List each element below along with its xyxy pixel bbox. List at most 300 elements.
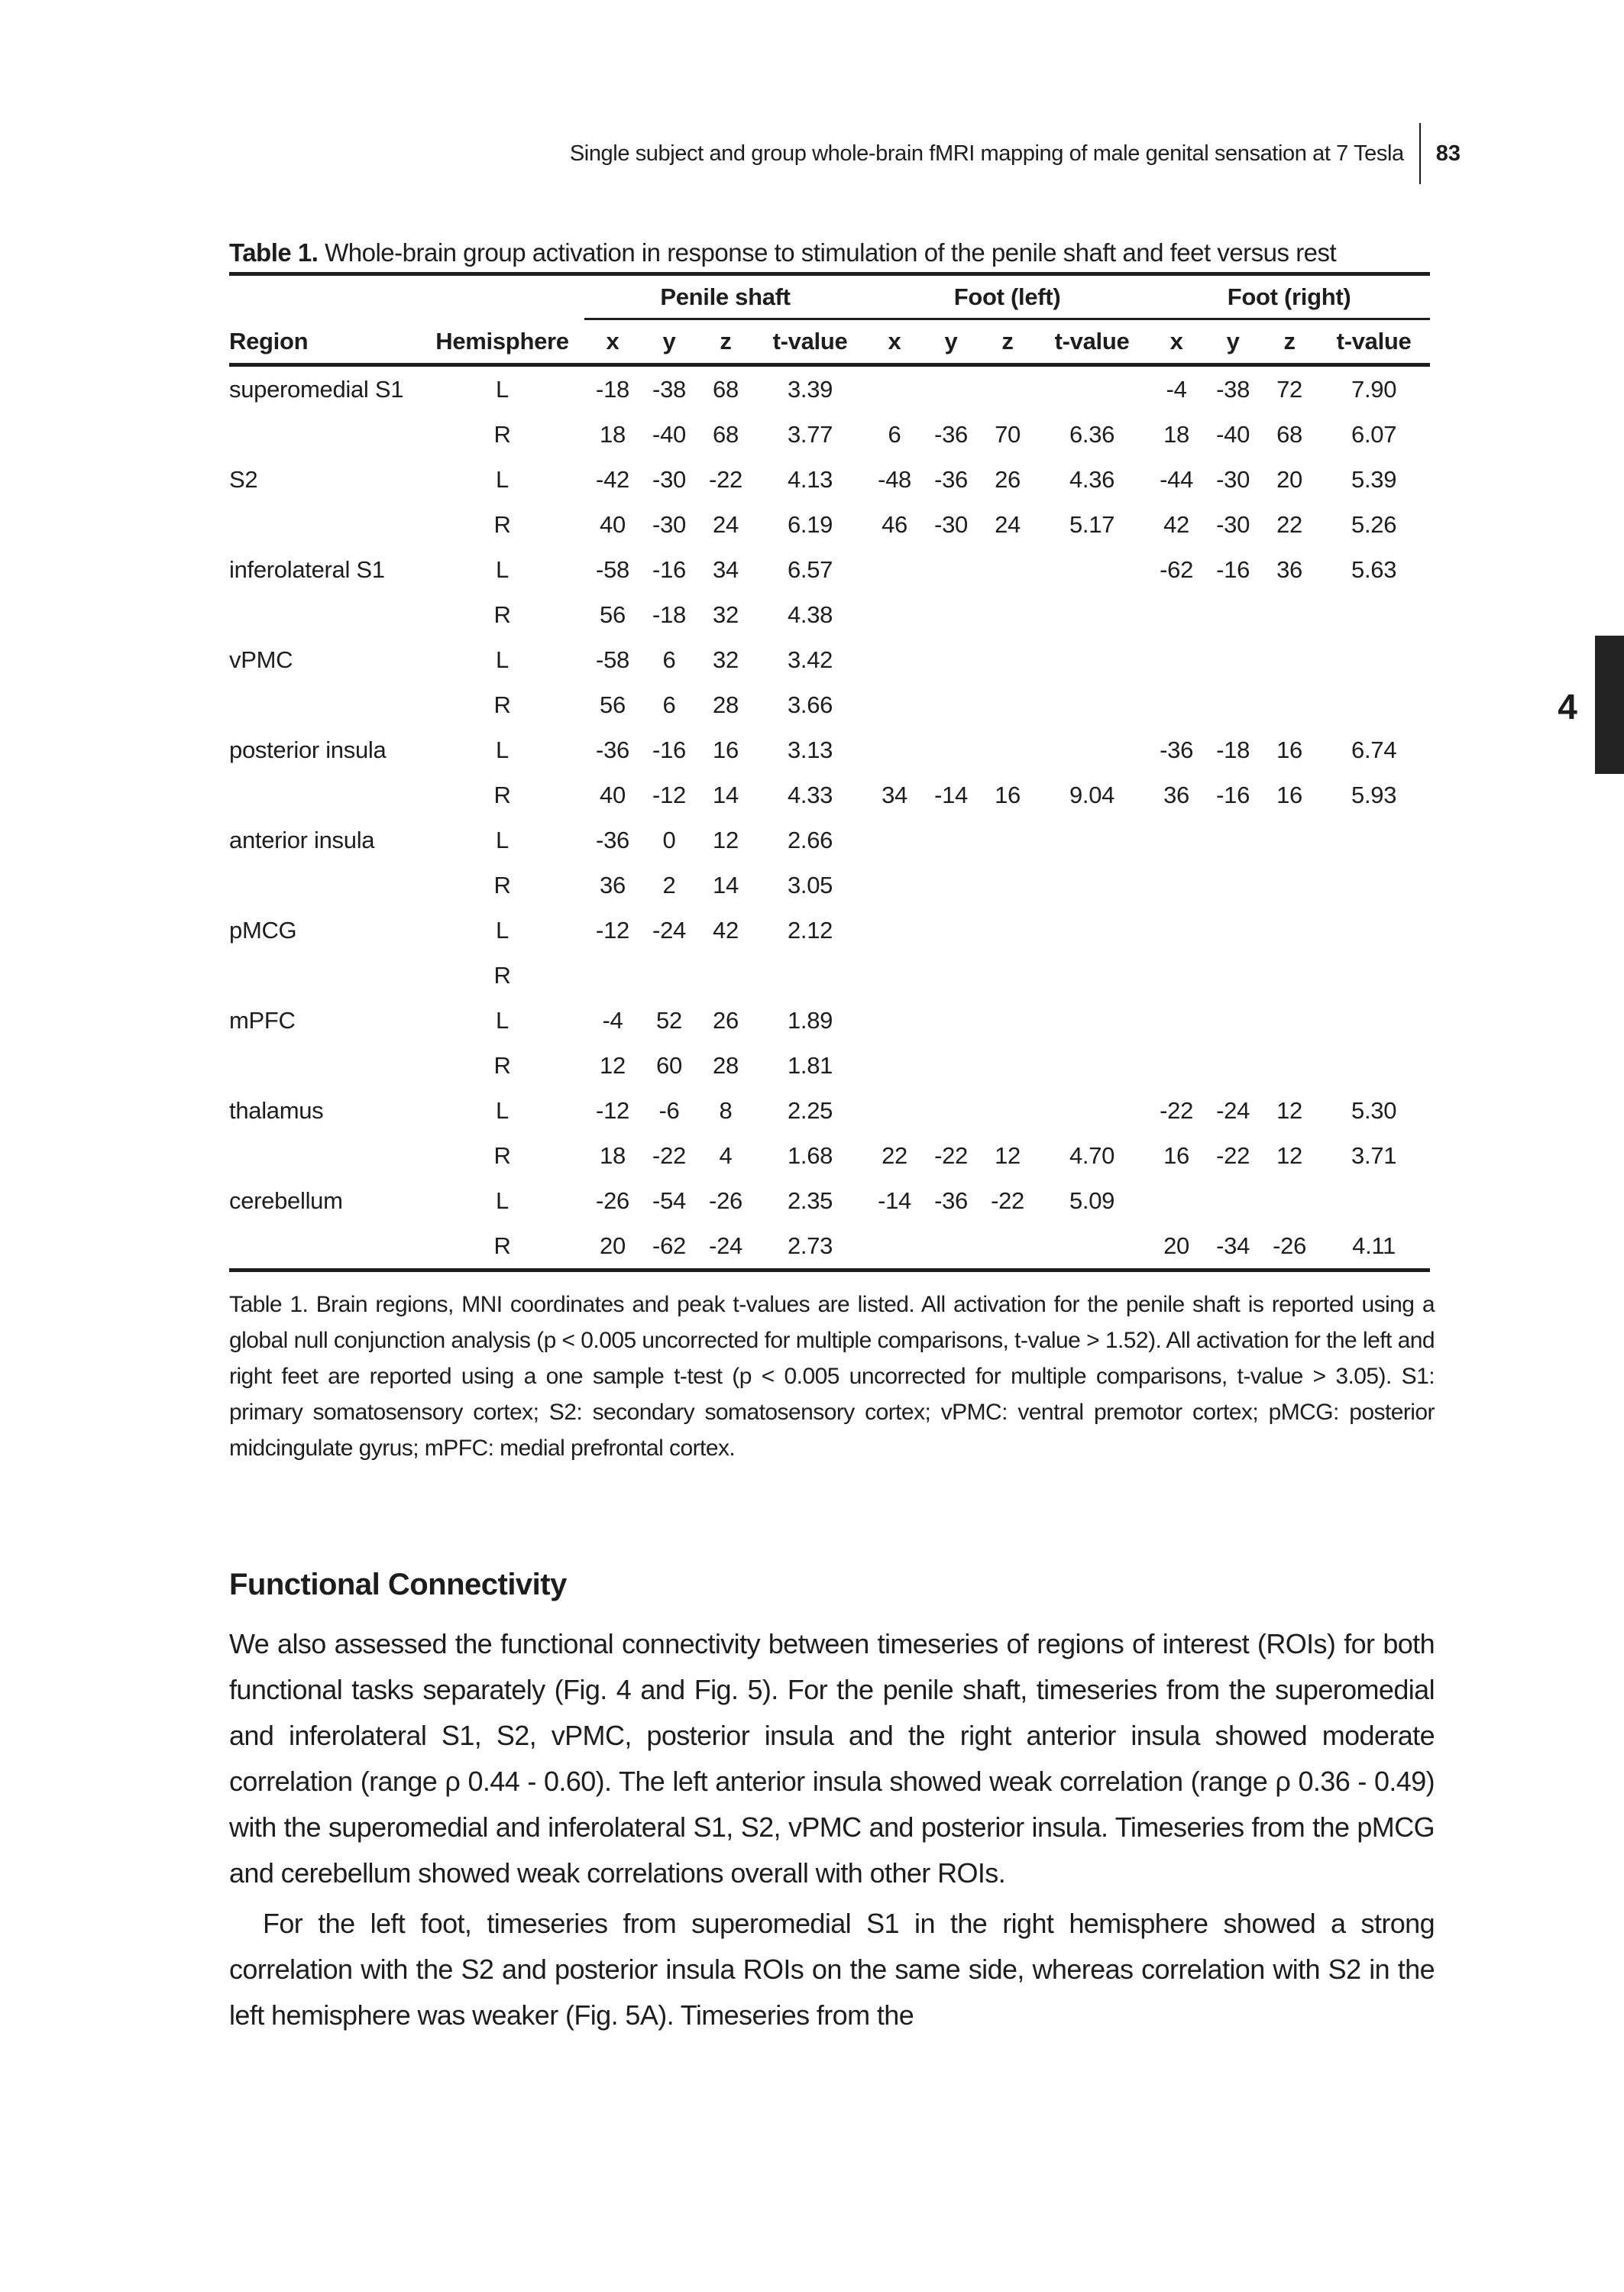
value-cell: 20 [1276,465,1302,493]
value-cell: 18 [600,420,626,448]
value-cell: -24 [652,916,686,944]
value-cell [1261,1043,1318,1088]
value-cell: 3.39 [787,375,833,403]
value-cell: 68 [713,375,739,403]
value-cell [979,1043,1036,1088]
value-cell: -38 [652,375,686,403]
value-cell: -14 [878,1186,911,1214]
region-cell [229,412,420,457]
value-cell [1036,592,1148,637]
value-cell [1036,1088,1148,1133]
value-cell [1318,637,1430,682]
value-cell: -24 [1216,1096,1250,1124]
hemisphere-cell: L [496,555,509,583]
value-cell: 14 [713,781,739,808]
table-row [229,953,1430,998]
hemisphere-cell: R [493,420,511,448]
value-cell [1148,682,1205,727]
value-cell: 18 [1163,420,1189,448]
value-cell [1148,1178,1205,1223]
value-cell: -16 [1216,555,1250,583]
hemisphere-cell: R [493,781,511,808]
column-header-z: z [979,320,1036,367]
value-cell: 68 [713,420,739,448]
value-cell [1148,863,1205,908]
value-cell [1318,863,1430,908]
table-row [229,637,1430,682]
value-cell: 2 [662,871,676,898]
column-group-foot-right: Foot (right) [1148,276,1430,320]
value-cell [584,953,641,998]
value-cell [697,953,754,998]
value-cell [866,547,923,592]
hemisphere-cell: R [493,510,511,538]
value-cell [1036,863,1148,908]
value-cell: 70 [995,420,1021,448]
region-cell [229,592,420,637]
value-cell: -26 [596,1186,629,1214]
value-cell: 16 [1276,781,1302,808]
value-cell: -54 [652,1186,686,1214]
value-cell [1261,637,1318,682]
value-cell [979,637,1036,682]
value-cell: -62 [652,1232,686,1259]
value-cell [866,998,923,1043]
value-cell [923,953,979,998]
value-cell: 3.77 [787,420,833,448]
value-cell: -26 [709,1186,742,1214]
value-cell [923,908,979,953]
hemisphere-cell: L [496,465,509,493]
value-cell: -22 [934,1141,968,1169]
value-cell [1148,817,1205,863]
value-cell: -30 [934,510,968,538]
value-cell [866,592,923,637]
table-row [229,1043,1430,1088]
value-cell: -18 [1216,736,1250,763]
region-cell: inferolateral S1 [229,555,385,583]
region-cell: vPMC [229,646,293,673]
value-cell: 0 [662,826,676,853]
value-cell: 12 [1276,1096,1302,1124]
value-cell: 1.89 [787,1006,833,1034]
value-cell [1318,1178,1430,1223]
column-group-penile-shaft: Penile shaft [584,276,866,320]
region-cell [229,502,420,547]
table-row [229,1133,1430,1178]
value-cell [1261,817,1318,863]
running-title: Single subject and group whole-brain fMRI mapping of male genital sensation at 7 Tesla [569,141,1404,166]
hemisphere-cell: R [493,961,511,989]
value-cell [1205,592,1261,637]
value-cell: -14 [934,781,968,808]
value-cell [1205,998,1261,1043]
value-cell: 3.05 [787,871,833,898]
value-cell [979,953,1036,998]
value-cell: 1.81 [787,1051,833,1079]
value-cell: 32 [713,646,739,673]
value-cell [866,863,923,908]
value-cell [1318,998,1430,1043]
value-cell: 16 [1276,736,1302,763]
value-cell [866,682,923,727]
hemisphere-cell: L [496,375,509,403]
value-cell [754,953,866,998]
hemisphere-cell: L [496,1186,509,1214]
value-cell: 2.12 [787,916,833,944]
value-cell: 3.66 [787,691,833,718]
hemisphere-cell: R [493,1141,511,1169]
column-group-foot-left: Foot (left) [866,276,1148,320]
value-cell [979,727,1036,772]
column-header-x: x [866,320,923,367]
table-row [229,727,1430,772]
column-header-tvalue: t-value [1318,320,1430,367]
value-cell [1036,817,1148,863]
value-cell: 6.07 [1351,420,1397,448]
value-cell: 42 [713,916,739,944]
value-cell [923,592,979,637]
column-header-y: y [1205,320,1261,367]
value-cell: 28 [713,691,739,718]
value-cell [979,908,1036,953]
value-cell: -22 [991,1186,1024,1214]
value-cell: 16 [713,736,739,763]
value-cell: -30 [1216,510,1250,538]
value-cell [1261,1178,1318,1223]
value-cell: 40 [600,781,626,808]
value-cell: -12 [596,1096,629,1124]
header-divider [1419,123,1421,184]
value-cell: 6 [662,691,676,718]
value-cell: 26 [713,1006,739,1034]
value-cell [979,367,1036,412]
region-cell [229,863,420,908]
value-cell: 1.68 [787,1141,833,1169]
value-cell [1036,682,1148,727]
hemisphere-cell: L [496,646,509,673]
value-cell: 68 [1276,420,1302,448]
value-cell: 46 [882,510,907,538]
region-cell [229,1223,420,1268]
value-cell [1148,1043,1205,1088]
hemisphere-cell: R [493,691,511,718]
table-row [229,592,1430,637]
value-cell: -26 [1273,1232,1307,1259]
value-cell: 52 [656,1006,682,1034]
value-cell: 56 [600,601,626,628]
value-cell: -6 [658,1096,680,1124]
value-cell: -16 [652,736,686,763]
value-cell: -24 [709,1232,742,1259]
value-cell [1318,1043,1430,1088]
value-cell [866,637,923,682]
value-cell: 72 [1276,375,1302,403]
value-cell [1261,592,1318,637]
table-head [229,276,1430,367]
table-caption [229,238,1490,267]
value-cell: -36 [596,736,629,763]
value-cell: -22 [1160,1096,1194,1124]
value-cell [1205,682,1261,727]
value-cell [923,547,979,592]
value-cell [866,1088,923,1133]
column-header-row [229,320,1430,367]
paragraph: For the left foot, timeseries from superomedial S1 in the right hemisphere showed a strong correlation with the S2 and posterior insula ROIs on the same side, whereas correlation with S2 in the left hemisphere was weaker (Fig. 5A). Timeseries from the [229,1908,1435,2031]
value-cell: -40 [1216,420,1250,448]
value-cell [979,998,1036,1043]
value-cell: 36 [1276,555,1302,583]
value-cell: 5.09 [1069,1186,1115,1214]
value-cell [866,1043,923,1088]
value-cell [979,547,1036,592]
value-cell: -30 [1216,465,1250,493]
column-header-tvalue: t-value [1036,320,1148,367]
body-text [229,1621,1435,2038]
value-cell [866,817,923,863]
value-cell [923,367,979,412]
value-cell: 2.73 [787,1232,833,1259]
value-cell: 36 [1163,781,1189,808]
value-cell: -38 [1216,375,1250,403]
column-header-tvalue: t-value [754,320,866,367]
value-cell: 6 [888,420,901,448]
value-cell: -4 [1166,375,1187,403]
value-cell: 34 [713,555,739,583]
table-row [229,682,1430,727]
hemisphere-cell: L [496,1096,509,1124]
value-cell [923,998,979,1043]
value-cell [923,1043,979,1088]
value-cell: -36 [1160,736,1194,763]
column-header-x: x [1148,320,1205,367]
paragraph: We also assessed the functional connectivity between timeseries of regions of interest (ROIs) for both functional tasks separately (Fig. 4 and Fig. 5). For the penile shaft, timeseries from the superomedial and inferolateral S1, S2, vPMC, posterior insula and the right anterior insula showed moderate correlation (range ρ 0.44 - 0.60). The left anterior insula showed weak correlation (range ρ 0.36 - 0.49) with the superomedial and inferolateral S1, S2, vPMC and posterior insula. Timeseries from the pMCG and cerebellum showed weak correlations overall with other ROIs. [229,1628,1435,1889]
table-row [229,817,1430,863]
region-cell: S2 [229,465,258,493]
value-cell: 12 [713,826,739,853]
value-cell [1148,637,1205,682]
hemisphere-cell: L [496,1006,509,1034]
hemisphere-cell: R [493,1051,511,1079]
value-cell: 32 [713,601,739,628]
value-cell: 3.71 [1351,1141,1397,1169]
value-cell: 60 [656,1051,682,1079]
column-group-row [229,276,1430,320]
value-cell [1318,817,1430,863]
table-row [229,547,1430,592]
region-cell: superomedial S1 [229,375,404,403]
value-cell: 16 [1163,1141,1189,1169]
value-cell: -42 [596,465,629,493]
region-cell [229,682,420,727]
region-cell: mPFC [229,1006,296,1034]
hemisphere-cell: L [496,736,509,763]
value-cell: 8 [719,1096,733,1124]
value-cell: 28 [713,1051,739,1079]
value-cell [866,1223,923,1268]
region-cell: thalamus [229,1096,324,1124]
value-cell: -34 [1216,1232,1250,1259]
region-cell: anterior insula [229,826,375,853]
table-row [229,412,1430,457]
value-cell [1261,863,1318,908]
region-cell: posterior insula [229,736,387,763]
value-cell [866,953,923,998]
region-cell [229,1133,420,1178]
value-cell: 6 [662,646,676,673]
column-header-x: x [584,320,641,367]
value-cell [1205,637,1261,682]
hemisphere-cell: L [496,826,509,853]
value-cell [1318,953,1430,998]
value-cell: 24 [995,510,1021,538]
value-cell [1148,998,1205,1043]
value-cell: 5.63 [1351,555,1397,583]
value-cell: -22 [652,1141,686,1169]
value-cell [1318,908,1430,953]
value-cell: 6.57 [787,555,833,583]
value-cell: 2.66 [787,826,833,853]
activation-table [229,272,1430,1272]
table-body [229,367,1430,1268]
column-header-y: y [641,320,697,367]
value-cell: -40 [652,420,686,448]
value-cell: -22 [709,465,742,493]
value-cell [1036,1043,1148,1088]
value-cell: 5.30 [1351,1096,1397,1124]
value-cell: -18 [596,375,629,403]
table-row [229,908,1430,953]
table-row [229,367,1430,412]
value-cell: 6.36 [1069,420,1115,448]
value-cell [1036,367,1148,412]
column-group-spacer [229,276,584,320]
table-row [229,772,1430,817]
value-cell: 2.35 [787,1186,833,1214]
value-cell: 12 [1276,1141,1302,1169]
value-cell: 20 [600,1232,626,1259]
value-cell: 6.19 [787,510,833,538]
value-cell [1261,908,1318,953]
value-cell [1318,682,1430,727]
value-cell [1205,1178,1261,1223]
table-caption-label: Table 1. [229,238,319,267]
value-cell: -4 [602,1006,623,1034]
value-cell: -12 [596,916,629,944]
table-row [229,457,1430,502]
value-cell: -36 [934,1186,968,1214]
value-cell: -36 [934,420,968,448]
region-cell: pMCG [229,916,297,944]
value-cell: 16 [995,781,1021,808]
value-cell: -36 [596,826,629,853]
value-cell: -30 [652,465,686,493]
value-cell [979,682,1036,727]
value-cell: 22 [882,1141,907,1169]
value-cell: -16 [1216,781,1250,808]
value-cell: 4 [719,1141,733,1169]
value-cell: 5.93 [1351,781,1397,808]
table-row [229,1223,1430,1268]
column-header-z: z [1261,320,1318,367]
column-header-z: z [697,320,754,367]
value-cell: 4.13 [787,465,833,493]
value-cell [923,1223,979,1268]
column-header-hemisphere: Hemisphere [420,320,584,367]
value-cell [1261,998,1318,1043]
value-cell: -58 [596,555,629,583]
page-header [229,122,1461,185]
region-cell [229,1043,420,1088]
value-cell: -48 [878,465,911,493]
value-cell: 5.17 [1069,510,1115,538]
value-cell [1036,1223,1148,1268]
value-cell [1205,863,1261,908]
value-cell [923,863,979,908]
value-cell [1205,817,1261,863]
value-cell [923,682,979,727]
value-cell: -12 [652,781,686,808]
value-cell: -58 [596,646,629,673]
value-cell: -30 [652,510,686,538]
value-cell: -18 [652,601,686,628]
value-cell [1036,637,1148,682]
region-cell [229,772,420,817]
table-row [229,1178,1430,1223]
value-cell [923,817,979,863]
value-cell: 2.25 [787,1096,833,1124]
hemisphere-cell: L [496,916,509,944]
value-cell: 4.33 [787,781,833,808]
value-cell: 3.42 [787,646,833,673]
value-cell: 34 [882,781,907,808]
table-row [229,502,1430,547]
value-cell: -44 [1160,465,1194,493]
value-cell: 24 [713,510,739,538]
value-cell: 56 [600,691,626,718]
value-cell: -62 [1160,555,1194,583]
value-cell [923,727,979,772]
value-cell [923,637,979,682]
value-cell: 4.36 [1069,465,1115,493]
value-cell: 5.26 [1351,510,1397,538]
value-cell [1148,592,1205,637]
value-cell: 5.39 [1351,465,1397,493]
page-number: 83 [1435,141,1461,166]
hemisphere-cell: R [493,1232,511,1259]
value-cell: 4.70 [1069,1141,1115,1169]
table-caption-text: Whole-brain group activation in response to stimulation of the penile shaft and feet versus rest [325,238,1337,267]
value-cell: 4.11 [1352,1232,1396,1259]
table-row [229,863,1430,908]
value-cell [1036,953,1148,998]
value-cell: 26 [995,465,1021,493]
column-header-y: y [923,320,979,367]
value-cell: 6.74 [1351,736,1397,763]
value-cell: 12 [995,1141,1021,1169]
value-cell [1148,908,1205,953]
value-cell: 7.90 [1351,375,1397,403]
table-row [229,998,1430,1043]
value-cell [1036,727,1148,772]
value-cell: -22 [1216,1141,1250,1169]
table-row [229,1088,1430,1133]
chapter-number: 4 [1558,687,1577,727]
value-cell: 40 [600,510,626,538]
table-note: Table 1. Brain regions, MNI coordinates and peak t-values are listed. All activation for the penile shaft is reported using a global null conjunction analysis (p < 0.005 uncorrected for multiple comparisons, t-value > 1.52). All activation for the left and right feet are reported using a one sample t-test (p < 0.005 uncorrected for multiple comparisons, t-value > 3.05). S1: primary somatosensory cortex; S2: secondary somatosensory cortex; vPMC: ventral premotor cortex; pMCG: posterior midcingulate gyrus; mPFC: medial prefrontal cortex. [229,1292,1435,1461]
value-cell [641,953,697,998]
value-cell: 12 [600,1051,626,1079]
